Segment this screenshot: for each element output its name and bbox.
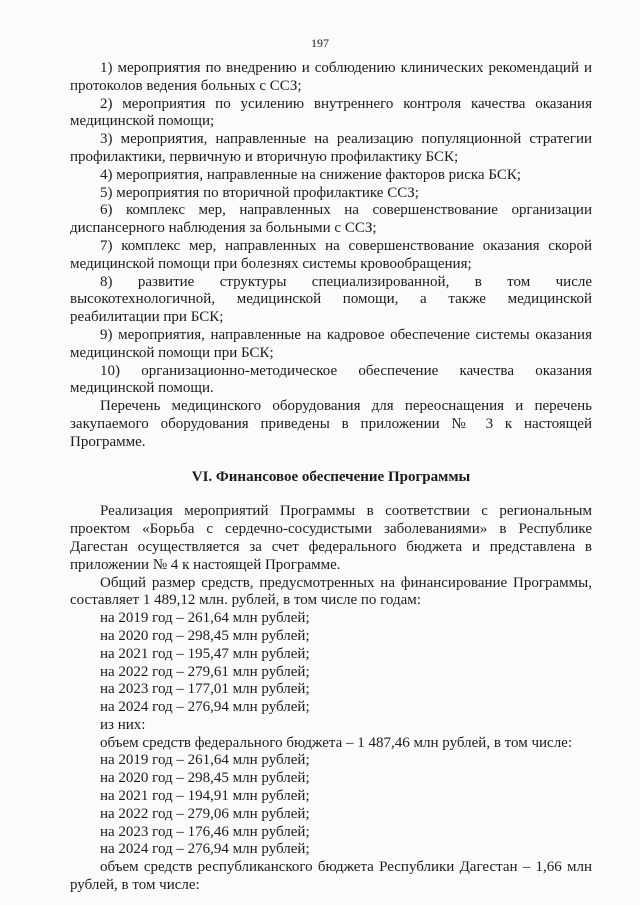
year-amount: на 2019 год – 261,64 млн рублей;: [100, 752, 310, 769]
list-item: 3) мероприятия, направленные на реализацию популяционной стратегии профилактики, первичную и вторичную профилактику БСК;: [70, 131, 592, 165]
page-number: 197: [311, 36, 329, 50]
year-amount: на 2020 год – 298,45 млн рублей;: [100, 627, 310, 644]
year-amount: на 2023 год – 176,46 млн рублей;: [100, 823, 310, 840]
list-item: 5) мероприятия по вторичной профилактике ССЗ;: [100, 184, 419, 201]
document-body: [70, 60, 592, 895]
year-amount: на 2019 год – 261,64 млн рублей;: [100, 610, 310, 627]
total-paragraph: Общий размер средств, предусмотренных на финансирование Программы, составляет 1 489,12 млн. рублей, в том числе по годам:: [70, 574, 592, 609]
equipment-paragraph: Перечень медицинского оборудования для переоснащения и перечень закупаемого оборудования приведены в приложении № 3 к настоящей Программе.: [70, 398, 592, 450]
list-item: 1) мероприятия по внедрению и соблюдению клинических рекомендаций и протоколов ведения больных с ССЗ;: [70, 60, 592, 94]
year-amount: на 2023 год – 177,01 млн рублей;: [100, 681, 310, 698]
list-item: 8) развитие структуры специализированной, в том числе высокотехнологичной, медицинской помощи, а также медицинской реабилитации при БСК;: [70, 273, 592, 326]
section-heading: VI. Финансовое обеспечение Программы: [191, 468, 471, 485]
list-item: 4) мероприятия, направленные на снижение факторов риска БСК;: [100, 166, 522, 183]
list-item: 10) организационно-методическое обеспечение качества оказания медицинской помощи.: [70, 362, 592, 397]
list-item: 2) мероприятия по усилению внутреннего контроля качества оказания медицинской помощи;: [70, 95, 592, 130]
year-amount: на 2021 год – 195,47 млн рублей;: [100, 645, 310, 662]
year-amount: на 2021 год – 194,91 млн рублей;: [100, 788, 310, 805]
of-which-label: из них:: [100, 716, 146, 733]
federal-paragraph: объем средств федерального бюджета – 1 487,46 млн рублей, в том числе:: [100, 734, 573, 751]
year-amount: на 2022 год – 279,06 млн рублей;: [100, 805, 310, 822]
list-item: 7) комплекс мер, направленных на совершенствование оказания скорой медицинской помощи при болезнях системы кровообращения;: [70, 237, 592, 272]
republic-paragraph: объем средств республиканского бюджета Республики Дагестан – 1,66 млн рублей, в том числе:: [70, 859, 592, 894]
year-amount: на 2024 год – 276,94 млн рублей;: [100, 699, 310, 716]
list-item: 6) комплекс мер, направленных на совершенствование организации диспансерного наблюдения за больными с ССЗ;: [70, 202, 592, 237]
year-amount: на 2022 год – 279,61 млн рублей;: [100, 663, 310, 680]
financing-intro: Реализация мероприятий Программы в соответствии с региональным проектом «Борьба с сердечно-сосудистыми заболеваниями» в Республике Дагестан осуществляется за счет федерального бюджета и представлена в приложении № 4 к настоящей Программе.: [70, 503, 592, 573]
year-amount: на 2024 год – 276,94 млн рублей;: [100, 841, 310, 858]
year-amount: на 2020 год – 298,45 млн рублей;: [100, 770, 310, 787]
list-item: 9) мероприятия, направленные на кадровое обеспечение системы оказания медицинской помощи при БСК;: [70, 326, 592, 361]
